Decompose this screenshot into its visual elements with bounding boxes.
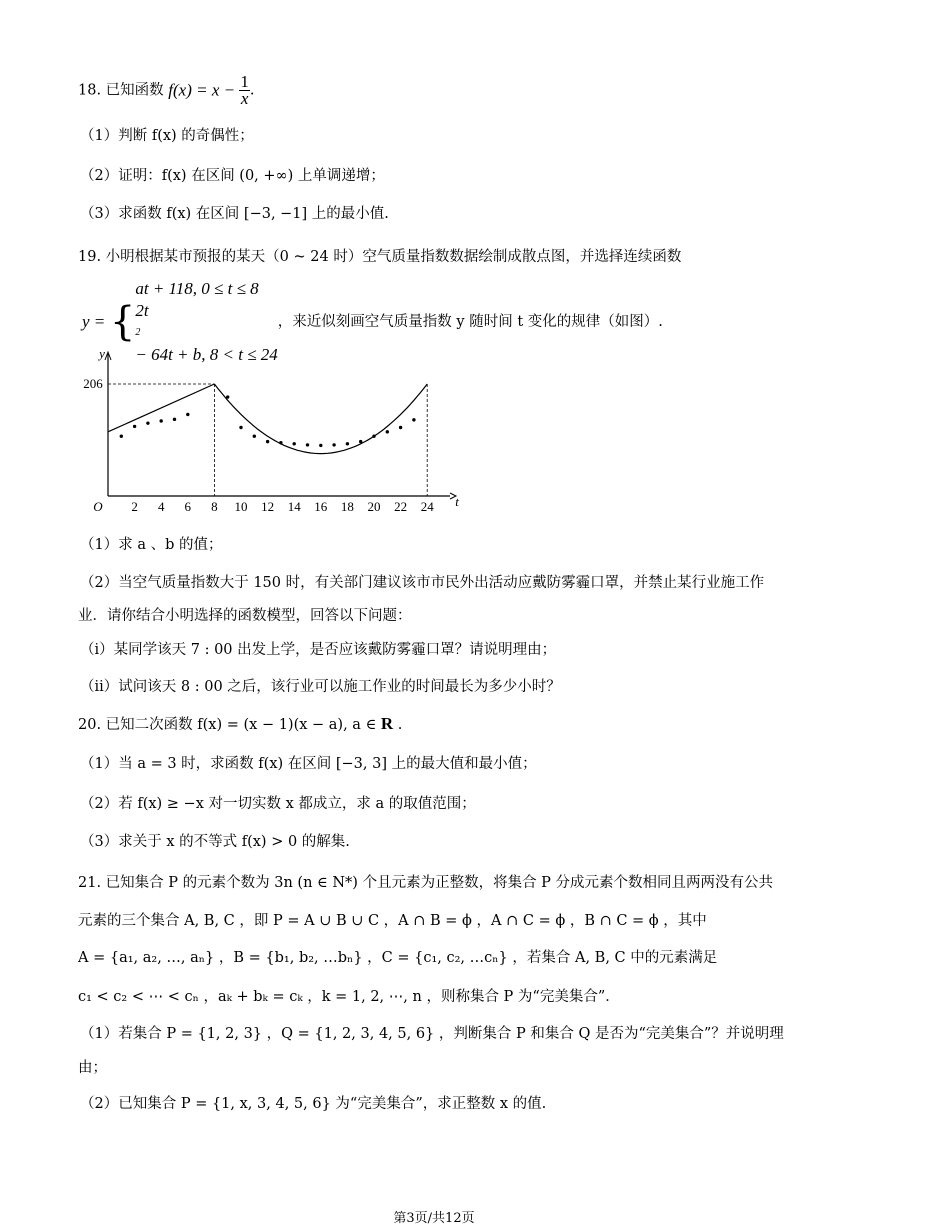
- q20-stem-end: .: [393, 717, 403, 733]
- q18-frac-den: x: [240, 89, 249, 108]
- x-tick-label: 8: [211, 499, 218, 514]
- data-point: [359, 440, 362, 443]
- model-line-segment: [108, 384, 214, 432]
- q19-part2-line1: （2）当空气质量指数大于 150 时，有关部门建议该市市民外出活动应戴防雾霾口罩，并禁止某行业施工作: [80, 575, 765, 591]
- q19-part2-line2: 业．请你结合小明选择的函数模型，回答以下问题：: [78, 608, 412, 624]
- q19-part2-i: （i）某同学该天 7 : 00 出发上学，是否应该戴防雾霾口罩？请说明理由；: [80, 642, 557, 658]
- q20-part2: （2）若 f(x) ≥ −x 对一切实数 x 都成立，求 a 的取值范围；: [80, 796, 476, 812]
- q21-line4: c₁ < c₂ < ⋯ < cₙ ，aₖ + bₖ = cₖ ，k = 1, 2, ⋯, n ，则称集合 P 为“完美集合”．: [78, 989, 620, 1005]
- data-point: [266, 440, 269, 443]
- data-point: [279, 441, 282, 444]
- data-point: [186, 413, 189, 416]
- x-tick-label: 4: [157, 499, 165, 514]
- q18-part2: （2）证明：f(x) 在区间 (0, +∞) 上单调递增；: [80, 168, 385, 184]
- x-tick-label: 10: [234, 499, 248, 514]
- q18-prefix: 18. 已知函数: [78, 82, 169, 99]
- data-point: [412, 418, 415, 421]
- q21-part2: （2）已知集合 P = {1, x, 3, 4, 5, 6} 为“完美集合”，求正整数 x 的值.: [80, 1096, 547, 1112]
- x-tick-label: 20: [367, 499, 381, 514]
- data-point: [239, 426, 242, 429]
- q18-fraction: [239, 74, 250, 107]
- page-footer: 第3页/共12页: [393, 1211, 475, 1226]
- data-point: [346, 442, 349, 445]
- data-point: [372, 434, 375, 437]
- q19-brace: {: [109, 299, 136, 345]
- q19-case2-a: 2t: [135, 301, 149, 320]
- q19-function: [82, 278, 950, 364]
- data-point: [293, 442, 296, 445]
- q20-part1: （1）当 a = 3 时，求函数 f(x) 在区间 [−3, 3] 上的最大值和最小值；: [80, 756, 537, 772]
- q20-stem: [78, 714, 946, 735]
- data-point: [160, 419, 163, 422]
- q19-case2-sup: 2: [135, 327, 141, 338]
- q21-line3: A = {a₁, a₂, …, aₙ} ，B = {b₁, b₂, …bₙ} ，C = {c₁, c₂, …cₙ} ，若集合 A, B, C 中的元素满足: [78, 950, 718, 966]
- q20-part3: （3）求关于 x 的不等式 f(x) > 0 的解集.: [80, 834, 350, 850]
- q18-part1: （1）判断 f(x) 的奇偶性；: [80, 128, 254, 144]
- x-tick-label: 2: [131, 499, 138, 514]
- data-point: [306, 443, 309, 446]
- x-tick-label: 14: [287, 499, 301, 514]
- data-point: [386, 430, 389, 433]
- q18-func: f(x) = x −: [168, 80, 240, 100]
- data-point: [146, 421, 149, 424]
- data-point: [332, 443, 335, 446]
- data-point: [226, 395, 229, 398]
- q19-case1: at + 118, 0 ≤ t ≤ 8: [135, 279, 259, 298]
- q19-after-cases: ，来近似刻画空气质量指数 y 随时间 t 变化的规律（如图）.: [277, 314, 663, 330]
- model-curve: [214, 384, 427, 454]
- q21-line2: 元素的三个集合 A, B, C ，即 P = A ∪ B ∪ C ，A ∩ B = ϕ ，A ∩ C = ϕ ，B ∩ C = ϕ ，其中: [78, 913, 707, 929]
- q19-case2-b: − 64t + b, 8 < t ≤ 24: [135, 345, 278, 364]
- q18-end: .: [249, 82, 255, 99]
- x-tick-label: 18: [340, 499, 354, 514]
- x-tick-label: 6: [184, 499, 192, 514]
- data-point: [133, 425, 136, 428]
- data-point: [253, 434, 256, 437]
- data-point: [173, 418, 176, 421]
- q20-real-R: R: [380, 714, 394, 733]
- x-tick-label: 12: [261, 499, 275, 514]
- q19-part1: （1）求 a 、b 的值；: [80, 537, 223, 553]
- q21-part1-line2: 由；: [78, 1060, 107, 1076]
- air-quality-chart: [78, 344, 458, 519]
- x-tick-label: 22: [394, 499, 408, 514]
- q19-y-eq: y =: [82, 312, 106, 331]
- q18-stem: [78, 74, 946, 114]
- x-tick-label: 16: [314, 499, 328, 514]
- q21-line1: 21. 已知集合 P 的元素个数为 3n (n ∈ N*) 个且元素为正整数，将集合 P 分成元素个数相同且两两没有公共: [78, 875, 774, 891]
- data-point: [120, 434, 123, 437]
- q19-stem: 19. 小明根据某市预报的某天（0 ~ 24 时）空气质量指数数据绘制成散点图，并选择连续函数: [78, 249, 682, 265]
- origin-label: O: [93, 499, 103, 514]
- data-point: [399, 426, 402, 429]
- x-axis-label: t: [455, 494, 459, 509]
- q18-part3: （3）求函数 f(x) 在区间 [−3, −1] 上的最小值.: [80, 206, 389, 222]
- y-tick-label: 206: [83, 376, 103, 391]
- data-point: [319, 444, 322, 447]
- x-tick-label: 24: [420, 499, 434, 514]
- q19-part2-ii: （ii）试问该天 8 : 00 之后，该行业可以施工作业的时间最长为多少小时？: [80, 679, 561, 695]
- q21-part1-line1: （1）若集合 P = {1, 2, 3} ，Q = {1, 2, 3, 4, 5, 6} ，判断集合 P 和集合 Q 是否为“完美集合”？并说明理: [80, 1026, 784, 1042]
- y-axis-label: y: [99, 346, 105, 361]
- q20-stem-text: 20. 已知二次函数 f(x) = (x − 1)(x − a), a ∈: [78, 717, 381, 733]
- q18-frac-num: 1: [240, 72, 249, 91]
